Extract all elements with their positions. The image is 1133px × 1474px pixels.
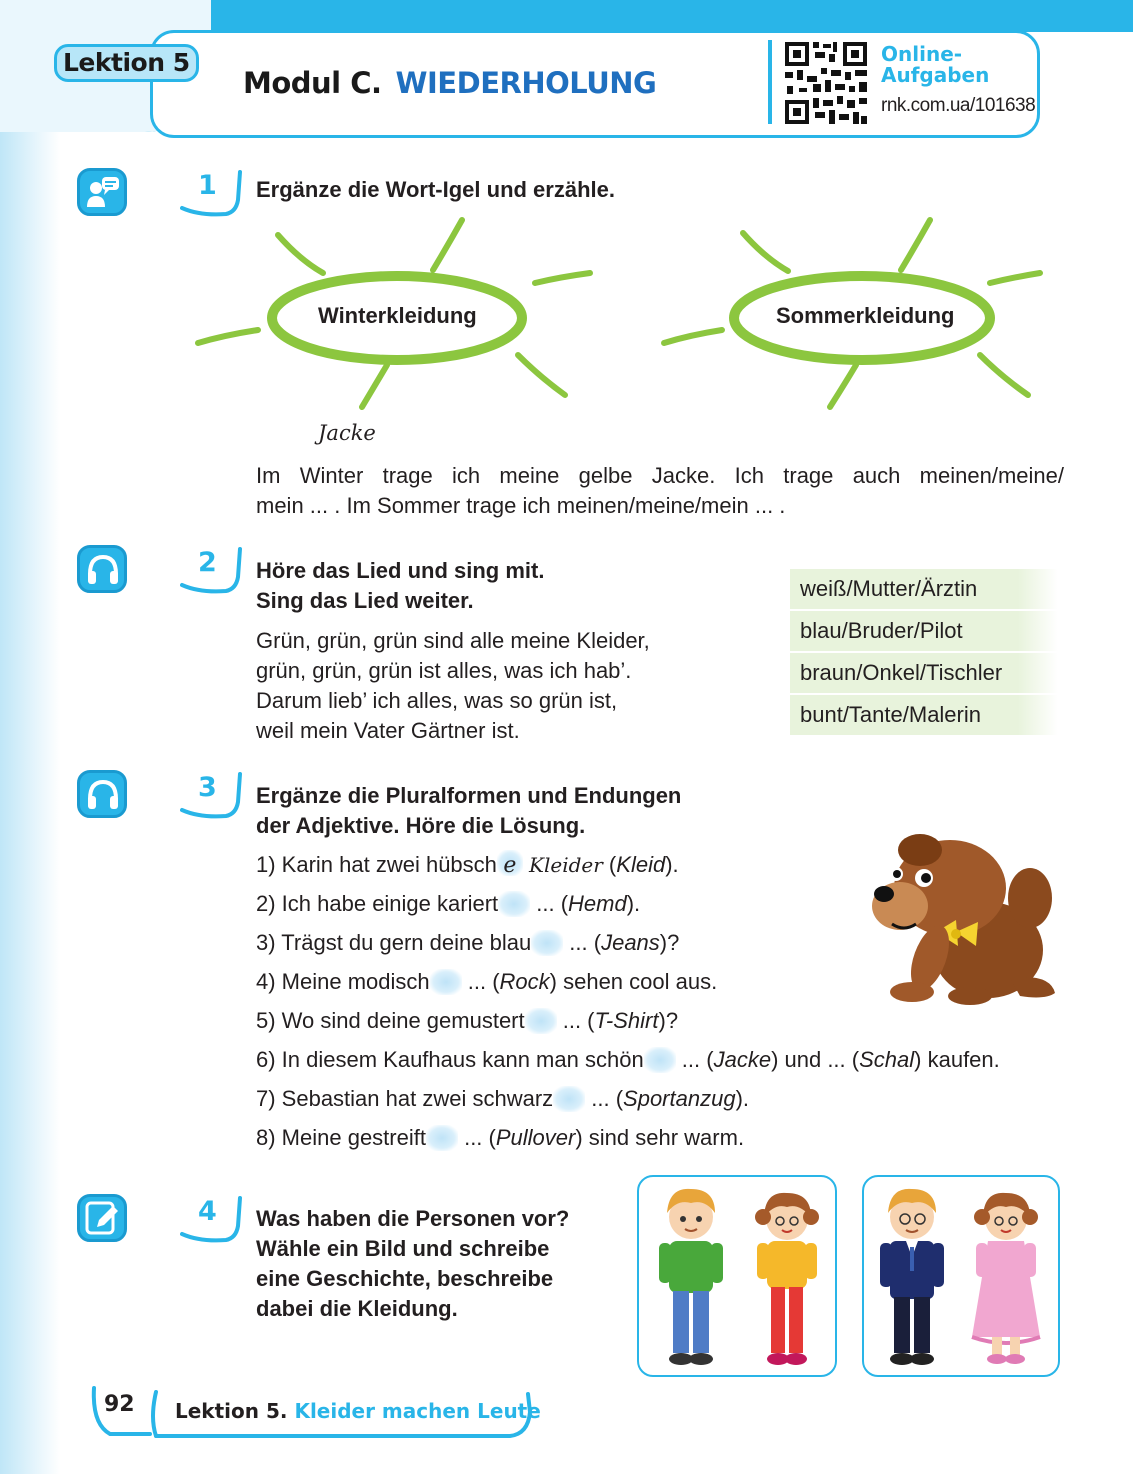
song-variation-table xyxy=(790,569,1058,737)
task3-instruction xyxy=(256,781,681,841)
task1-text xyxy=(256,461,1064,521)
item-text: ). xyxy=(626,891,641,916)
song-line: grün, grün, grün ist alles, was ich hab’. xyxy=(256,658,632,683)
online-label-line1: Online- xyxy=(881,42,963,66)
pencil-icon xyxy=(77,1194,127,1242)
task4-instruction-line: dabei die Kleidung. xyxy=(256,1296,458,1321)
task-number-2 xyxy=(180,545,240,595)
item-text: 2) Ich habe einige kariert xyxy=(256,891,499,916)
task-number-3 xyxy=(180,770,240,820)
item-hint: Pullover xyxy=(495,1125,576,1150)
song-line: Darum lieb’ ich alles, was so grün ist, xyxy=(256,688,618,713)
item-text: ... ( xyxy=(585,1086,624,1111)
footer-lesson-name: Kleider machen Leute xyxy=(294,1399,541,1423)
item-text: ( xyxy=(602,852,617,877)
footer-lesson-title xyxy=(175,1399,541,1423)
puppy-illustration xyxy=(860,828,1060,1006)
item-text: ) und ... ( xyxy=(771,1047,860,1072)
item-hint: Jacke xyxy=(713,1047,772,1072)
task4-instruction xyxy=(256,1204,626,1324)
item-text: 4) Meine modisch xyxy=(256,969,430,994)
table-row: weiß/Mutter/Ärztin xyxy=(790,569,1058,609)
left-gradient-strip xyxy=(0,0,60,1474)
table-row: braun/Onkel/Tischler xyxy=(790,653,1058,693)
hedgehog-example-word: Jacke xyxy=(318,421,376,445)
item-hint: Hemd xyxy=(568,891,627,916)
item-text: ... ( xyxy=(556,1008,595,1033)
hedgehog-summer-label: Sommerkleidung xyxy=(776,303,955,328)
list-item xyxy=(256,1123,1000,1162)
header-top-band xyxy=(200,0,1133,32)
item-text: ). xyxy=(665,852,679,877)
qr-code-icon[interactable] xyxy=(783,40,869,126)
task3-instruction-line1: Ergänze die Pluralformen und Endungen xyxy=(256,783,682,808)
item-hint: Rock xyxy=(499,969,550,994)
task-number-digit: 4 xyxy=(198,1196,217,1227)
speech-bubble-person-icon xyxy=(77,168,127,216)
page-number: 92 xyxy=(104,1392,135,1417)
picture-casual-clothes[interactable] xyxy=(637,1175,837,1377)
answer-blank[interactable] xyxy=(498,891,530,917)
task-number-digit: 1 xyxy=(198,170,217,201)
headphones-icon xyxy=(77,770,127,818)
task1-instruction: Ergänze die Wort-Igel und erzähle. xyxy=(256,177,615,202)
task2-instruction xyxy=(256,556,544,616)
item-text: ) sind sehr warm. xyxy=(575,1125,745,1150)
answer-blank[interactable] xyxy=(644,1047,676,1073)
picture-formal-clothes[interactable] xyxy=(862,1175,1060,1377)
module-prefix: Modul C. xyxy=(243,66,382,100)
item-hint: Sportanzug xyxy=(623,1086,736,1111)
online-tasks-label xyxy=(881,44,989,86)
list-item xyxy=(256,1045,1000,1084)
task3-instruction-line2: der Adjektive. Höre die Lösung. xyxy=(256,813,586,838)
answer-filled: e xyxy=(503,853,517,878)
task4-instruction-line: Wähle ein Bild und schreibe xyxy=(256,1236,550,1261)
qr-divider xyxy=(768,40,772,124)
task2-instruction-line2: Sing das Lied weiter. xyxy=(256,588,474,613)
task1-text-line2: mein ... . Im Sommer trage ich meinen/meine/mein ... . xyxy=(256,493,786,518)
item-text: )? xyxy=(659,930,680,955)
module-title-accent: WIEDERHOLUNG xyxy=(395,66,657,100)
song-line: Grün, grün, grün sind alle meine Kleider, xyxy=(256,628,650,653)
task-number-4 xyxy=(180,1194,240,1244)
kids-formal-illustration xyxy=(864,1177,1058,1375)
item-text: 3) Trägst du gern deine blau xyxy=(256,930,532,955)
answer-blank[interactable] xyxy=(430,969,462,995)
item-text: ... ( xyxy=(457,1125,496,1150)
item-text: 8) Meine gestreift xyxy=(256,1125,426,1150)
answer-blank[interactable] xyxy=(497,850,523,876)
item-text: )? xyxy=(658,1008,679,1033)
table-row: bunt/Tante/Malerin xyxy=(790,695,1058,735)
task1-text-line1: Im Winter trage ich meine gelbe Jacke. Ich trage auch meinen/meine/ xyxy=(256,463,1064,488)
list-item xyxy=(256,1006,1000,1045)
item-text: ... ( xyxy=(530,891,569,916)
item-text: ... ( xyxy=(563,930,602,955)
item-hint: Kleid xyxy=(616,852,666,877)
answer-blank[interactable] xyxy=(531,930,563,956)
item-text: ... ( xyxy=(675,1047,714,1072)
headphones-icon xyxy=(77,545,127,593)
item-text: ) kaufen. xyxy=(914,1047,1000,1072)
item-hint: T-Shirt xyxy=(594,1008,659,1033)
task-number-digit: 3 xyxy=(198,772,217,803)
item-hint: Jeans xyxy=(601,930,660,955)
answer-blank[interactable] xyxy=(553,1086,585,1112)
answer-filled: Kleider xyxy=(529,853,603,877)
kids-casual-illustration xyxy=(639,1177,835,1375)
lesson-badge: Lektion 5 xyxy=(54,44,199,82)
answer-blank[interactable] xyxy=(525,1008,557,1034)
task-number-digit: 2 xyxy=(198,547,217,578)
task-number-1 xyxy=(180,168,240,218)
answer-blank[interactable] xyxy=(426,1125,458,1151)
module-title xyxy=(243,66,656,100)
item-text: 1) Karin hat zwei hübsch xyxy=(256,852,497,877)
hedgehog-winter-label: Winterkleidung xyxy=(318,303,477,328)
item-text: ). xyxy=(735,1086,750,1111)
list-item xyxy=(256,1084,1000,1123)
item-text: 7) Sebastian hat zwei schwarz xyxy=(256,1086,554,1111)
item-hint: Schal xyxy=(859,1047,915,1072)
online-url[interactable]: rnk.com.ua/101638 xyxy=(881,95,1036,116)
footer-lesson: Lektion 5. xyxy=(175,1399,288,1423)
item-text: 6) In diesem Kaufhaus kann man schön xyxy=(256,1047,644,1072)
item-text: ) sehen cool aus. xyxy=(549,969,718,994)
song-lyrics xyxy=(256,626,726,746)
task4-instruction-line: eine Geschichte, beschreibe xyxy=(256,1266,554,1291)
task4-instruction-line: Was haben die Personen vor? xyxy=(256,1206,570,1231)
item-text: 5) Wo sind deine gemustert xyxy=(256,1008,525,1033)
online-label-line2: Aufgaben xyxy=(881,63,990,87)
song-line: weil mein Vater Gärtner ist. xyxy=(256,718,520,743)
task2-instruction-line1: Höre das Lied und sing mit. xyxy=(256,558,545,583)
item-text: ... ( xyxy=(461,969,500,994)
table-row: blau/Bruder/Pilot xyxy=(790,611,1058,651)
